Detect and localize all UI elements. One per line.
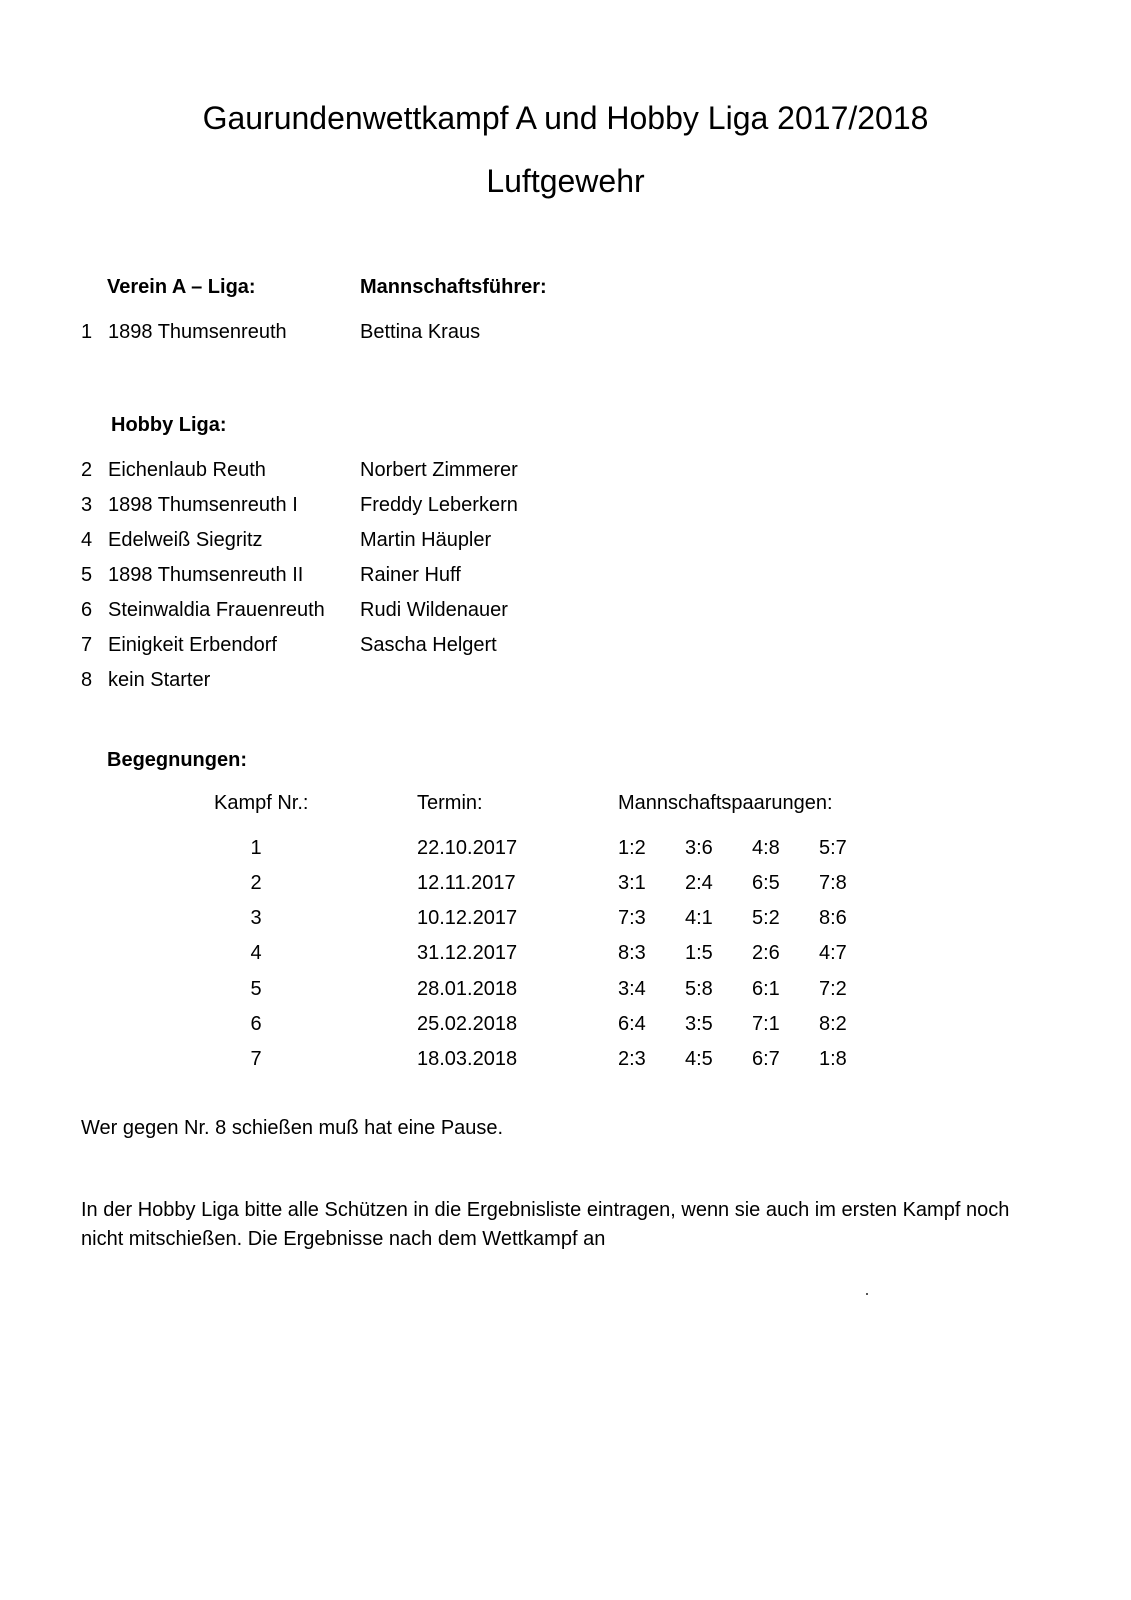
fixture-termin: 28.01.2018 [417, 978, 518, 1000]
fixture-pairing: 2:6 [752, 942, 780, 964]
team-name: Eichenlaub Reuth [108, 459, 266, 481]
hobby-liga-heading: Hobby Liga: [111, 414, 227, 436]
paarungen-column-header: Mannschaftspaarungen: [618, 792, 833, 814]
page-subtitle: Luftgewehr [486, 163, 645, 199]
team-captain: Norbert Zimmerer [360, 459, 518, 481]
fixture-pairing: 8:3 [618, 942, 646, 964]
team-number: 2 [81, 459, 93, 481]
team-name: 1898 Thumsenreuth [108, 321, 287, 343]
team-name: 1898 Thumsenreuth II [108, 564, 304, 586]
fixture-kampf-nr: 2 [250, 872, 262, 894]
fixture-pairing: 3:6 [685, 837, 713, 859]
fixture-kampf-nr: 5 [250, 978, 262, 1000]
stray-dot [866, 1293, 868, 1295]
fixture-termin: 10.12.2017 [417, 907, 518, 929]
fixture-pairing: 5:2 [752, 907, 780, 929]
kampf-column-header: Kampf Nr.: [214, 792, 309, 814]
fixture-pairing: 4:5 [685, 1048, 713, 1070]
fixture-pairing: 7:3 [618, 907, 646, 929]
team-number: 5 [81, 564, 93, 586]
team-number: 4 [81, 529, 93, 551]
team-number: 8 [81, 669, 93, 691]
team-captain: Bettina Kraus [360, 321, 481, 343]
fixture-pairing: 3:1 [618, 872, 646, 894]
fixture-pairing: 6:7 [752, 1048, 780, 1070]
fixture-pairing: 1:2 [618, 837, 646, 859]
fixture-pairing: 7:1 [752, 1013, 780, 1035]
fixture-kampf-nr: 7 [250, 1048, 262, 1070]
termin-column-header: Termin: [417, 792, 483, 814]
fixture-pairing: 7:8 [819, 872, 847, 894]
fixture-pairing: 3:5 [685, 1013, 713, 1035]
fixture-pairing: 3:4 [618, 978, 646, 1000]
fixture-pairing: 7:2 [819, 978, 847, 1000]
team-captain: Rainer Huff [360, 564, 461, 586]
a-liga-team-header: Verein A – Liga: [107, 276, 256, 298]
team-captain: Sascha Helgert [360, 634, 497, 656]
team-captain: Rudi Wildenauer [360, 599, 508, 621]
team-name: Einigkeit Erbendorf [108, 634, 277, 656]
page-title: Gaurundenwettkampf A und Hobby Liga 2017/2018 [202, 100, 929, 136]
fixture-pairing: 4:7 [819, 942, 847, 964]
team-number: 1 [81, 321, 93, 343]
fixture-kampf-nr: 6 [250, 1013, 262, 1035]
fixture-termin: 25.02.2018 [417, 1013, 518, 1035]
team-name: Edelweiß Siegritz [108, 529, 263, 551]
fixture-kampf-nr: 4 [250, 942, 262, 964]
fixture-termin: 12.11.2017 [417, 872, 516, 894]
fixture-pairing: 2:3 [618, 1048, 646, 1070]
fixture-termin: 18.03.2018 [417, 1048, 518, 1070]
team-number: 6 [81, 599, 93, 621]
team-name: Steinwaldia Frauenreuth [108, 599, 325, 621]
team-name: kein Starter [108, 669, 211, 691]
fixture-pairing: 2:4 [685, 872, 713, 894]
fixture-pairing: 8:6 [819, 907, 847, 929]
fixture-termin: 22.10.2017 [417, 837, 518, 859]
fixture-pairing: 4:8 [752, 837, 780, 859]
fixture-pairing: 5:8 [685, 978, 713, 1000]
pause-note: Wer gegen Nr. 8 schießen muß hat eine Pause. [81, 1117, 504, 1139]
team-captain: Freddy Leberkern [360, 494, 518, 516]
results-note: In der Hobby Liga bitte alle Schützen in die Ergebnisliste eintragen, wenn sie auch im ersten Kampf noch nicht mitschießen. Die Ergebnisse nach dem Wettkampf an [81, 1199, 1010, 1250]
fixture-pairing: 6:4 [618, 1013, 646, 1035]
fixture-pairing: 8:2 [819, 1013, 847, 1035]
team-number: 7 [81, 634, 93, 656]
fixture-termin: 31.12.2017 [417, 942, 518, 964]
fixture-kampf-nr: 1 [250, 837, 262, 859]
fixture-pairing: 4:1 [685, 907, 713, 929]
a-liga-captain-header: Mannschaftsführer: [360, 276, 547, 298]
begegnungen-heading: Begegnungen: [107, 749, 247, 771]
fixture-pairing: 6:1 [752, 978, 780, 1000]
fixture-pairing: 1:8 [819, 1048, 847, 1070]
fixture-kampf-nr: 3 [250, 907, 262, 929]
fixture-pairing: 5:7 [819, 837, 847, 859]
fixture-pairing: 6:5 [752, 872, 780, 894]
team-captain: Martin Häupler [360, 529, 492, 551]
team-number: 3 [81, 494, 93, 516]
team-name: 1898 Thumsenreuth I [108, 494, 298, 516]
fixture-pairing: 1:5 [685, 942, 713, 964]
